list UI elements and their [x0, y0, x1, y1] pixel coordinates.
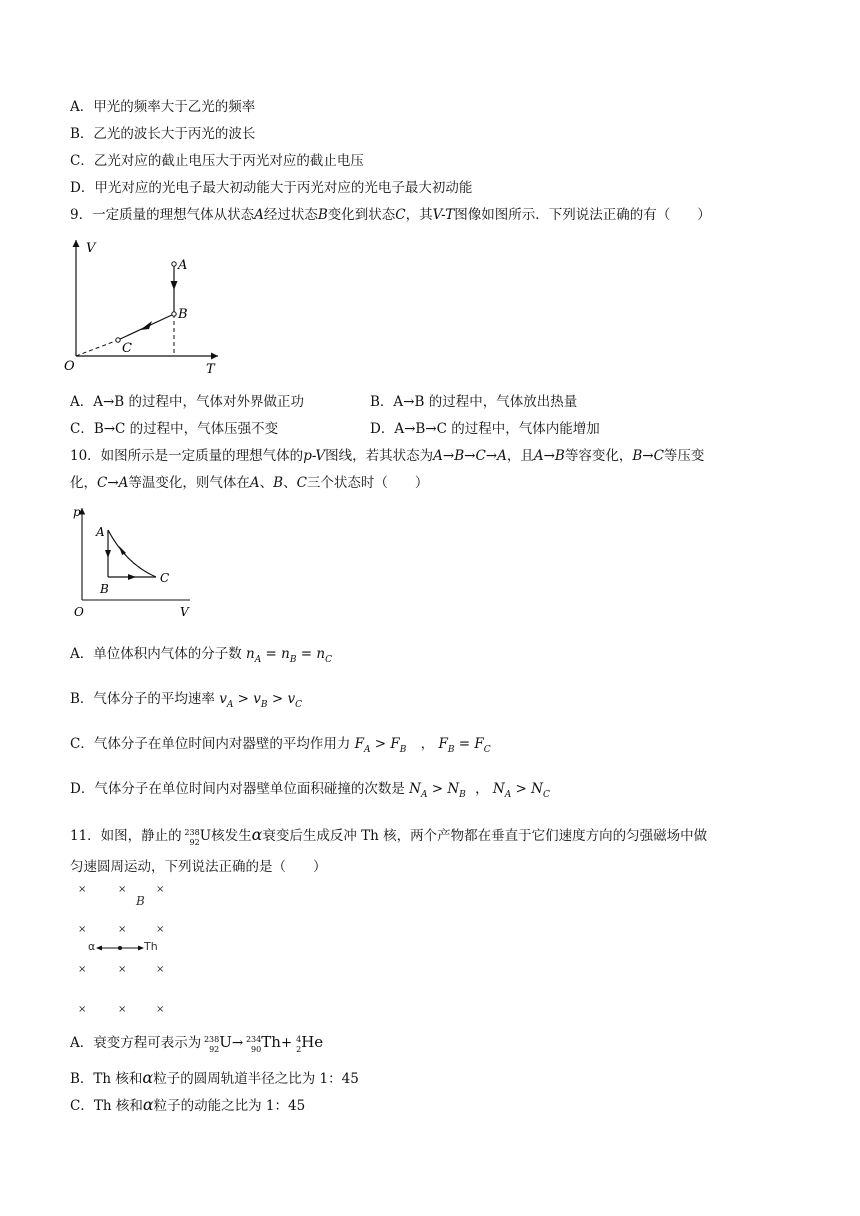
- q9-arrow-ab: [171, 281, 178, 290]
- q9-point-c: [116, 338, 120, 342]
- q10-option-a-formula: $n_A = n_B = n_C$: [246, 646, 332, 665]
- q10-curve-ca: [108, 530, 156, 577]
- q9-option-c: C．B→C 的过程中，气体压强不变: [70, 421, 279, 437]
- cross-mark: ×: [78, 884, 87, 895]
- cross-mark: ×: [118, 924, 127, 935]
- q11-decay-th-prefix: 234 90: [245, 1035, 262, 1054]
- q11-velocity-arrows: [96, 942, 144, 954]
- q9-option-d: D．A→B→C 的过程中，气体内能增加: [370, 421, 600, 437]
- cross-mark: ×: [156, 1004, 165, 1015]
- q10-arrow-ab: [105, 550, 111, 558]
- q10-option-c: C．气体分子在单位时间内对器壁的平均作用力 $F_A > F_B$ ， $F_B = F_C$: [70, 735, 504, 753]
- q11-stem-line1: 11．如图，静止的 238 92 U核发生α衰变后生成反冲 Th 核，两个产物都在垂直于它们速度方向的匀强磁场中做: [70, 825, 708, 847]
- q9-stem: 9．一定质量的理想气体从状态A经过状态B变化到状态C，其V-T图像如图所示．下列说法正确的有（ ）: [70, 207, 711, 223]
- cross-mark: ×: [78, 924, 87, 935]
- q9-option-b: B．A→B 的过程中，气体放出热量: [370, 394, 578, 410]
- cross-mark: ×: [78, 1004, 87, 1015]
- q11-field-diagram: [72, 880, 182, 1020]
- q8-option-c: C．乙光对应的截止电压大于丙光对应的截止电压: [70, 153, 364, 169]
- q11-option-a: A．衰变方程可表示为 238 92 U→ 234 90 Th+ 4 2 He: [70, 1033, 324, 1054]
- q11-decay-he-prefix: 4 2: [296, 1035, 302, 1054]
- q9-dashed-oc: [76, 340, 118, 356]
- q9-point-a: [172, 262, 176, 266]
- q10-label-a: A: [96, 525, 105, 539]
- q8-option-d: D．甲光对应的光电子最大初动能大于丙光对应的光电子最大初动能: [70, 180, 473, 196]
- q10-label-b: B: [100, 582, 109, 596]
- q10-pv-diagram: [68, 502, 198, 622]
- q10-arrow-bc: [128, 574, 136, 580]
- q10-option-b-formula: $v_A > v_B > v_C$: [219, 691, 302, 710]
- cross-mark: ×: [156, 924, 165, 935]
- q10-option-d: D．气体分子在单位时间内对器壁单位面积碰撞的次数是 $N_A > N_B$ ， $N_A > N_C$: [70, 780, 559, 798]
- q11-option-c: C．Th 核和α粒子的动能之比为 1：45: [70, 1095, 306, 1114]
- q10-option-d-formula1: $N_A > N_B$: [409, 781, 466, 800]
- cross-mark: ×: [118, 884, 127, 895]
- q8-option-b: B．乙光的波长大于丙光的波长: [70, 126, 256, 142]
- cross-mark: ×: [156, 964, 165, 975]
- q9-label-v: V: [86, 241, 96, 256]
- q11-nuclide-prefix: 238 92: [184, 828, 200, 847]
- q9-label-a: A: [178, 258, 188, 273]
- q11-stem-line2: 匀速圆周运动，下列说法正确的是（ ）: [70, 859, 327, 875]
- q10-option-b: B．气体分子的平均速率 $v_A > v_B > v_C$: [70, 690, 313, 708]
- q11-decay-u-prefix: 238 92: [203, 1035, 220, 1054]
- q10-label-v: V: [180, 605, 189, 619]
- q9-label-o: O: [64, 359, 75, 374]
- cross-mark: ×: [156, 884, 165, 895]
- q10-option-d-formula2: $N_A > N_C$: [492, 781, 550, 800]
- q9-label-b: B: [178, 307, 188, 322]
- q10-stem-line1: 10．如图所示是一定质量的理想气体的p-V图线，若其状态为A→B→C→A，且A→B等容变化，B→C等压变: [70, 448, 705, 464]
- q9-vt-diagram: [60, 232, 230, 382]
- q10-label-p: p: [73, 505, 81, 519]
- q8-option-a: A．甲光的频率大于乙光的频率: [70, 99, 256, 115]
- alpha-label: α: [88, 940, 96, 953]
- field-label-b: B: [136, 894, 145, 908]
- cross-mark: ×: [118, 1004, 127, 1015]
- q11-option-b: B．Th 核和α粒子的圆周轨道半径之比为 1：45: [70, 1068, 359, 1087]
- q9-label-t: T: [206, 362, 215, 377]
- q10-stem-line2: 化，C→A等温变化，则气体在A、B、C三个状态时（ ）: [70, 475, 429, 491]
- cross-mark: ×: [78, 964, 87, 975]
- q9-point-b: [172, 312, 176, 316]
- q10-option-c-formula1: $F_A > F_B$: [354, 736, 407, 755]
- cross-mark: ×: [118, 964, 127, 975]
- q10-option-c-formula2: $F_B = F_C$: [438, 736, 491, 755]
- th-label: Th: [144, 940, 158, 953]
- q9-label-c: C: [122, 341, 132, 356]
- q9-option-a: A．A→B 的过程中，气体对外界做正功: [70, 394, 305, 410]
- q10-label-c: C: [160, 571, 170, 585]
- q10-label-o: O: [74, 605, 84, 619]
- q10-option-a: A．单位体积内气体的分子数 $n_A = n_B = n_C$: [70, 645, 340, 663]
